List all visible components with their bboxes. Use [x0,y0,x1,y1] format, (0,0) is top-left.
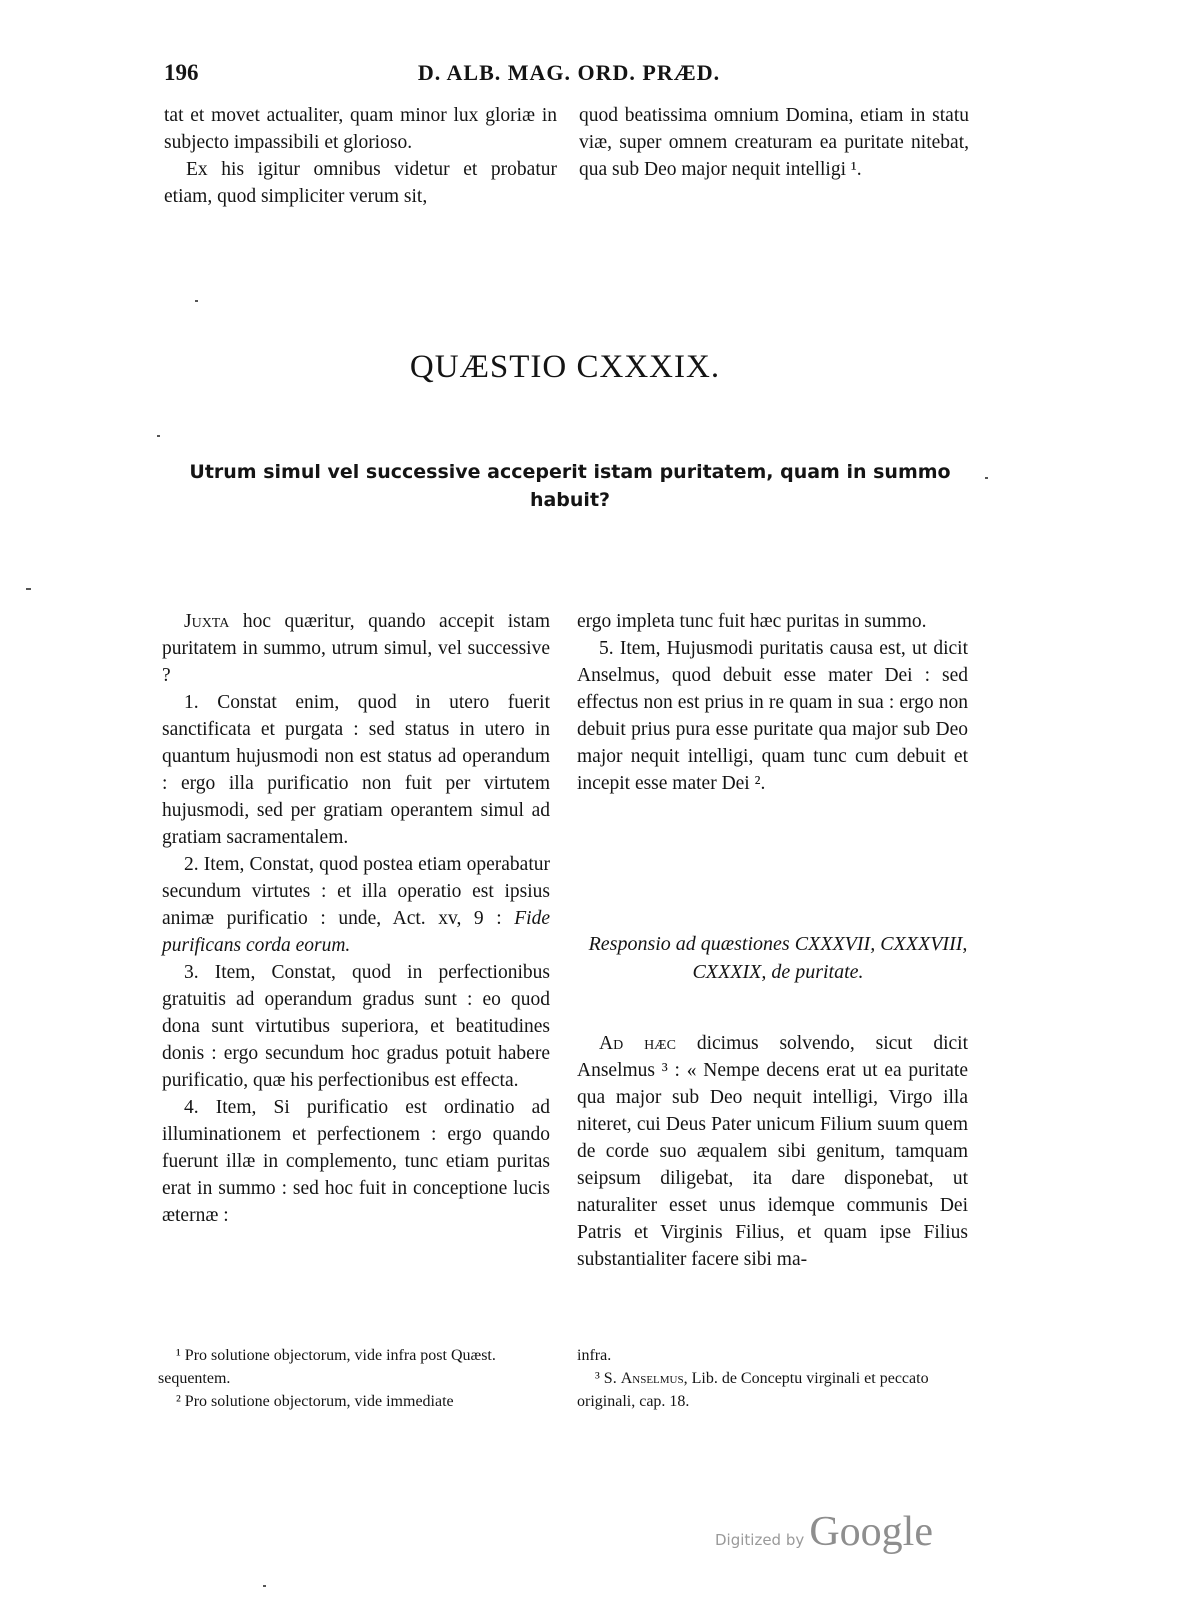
scan-speck [157,435,160,437]
scripture-quote: Fide purificans corda eorum. [162,908,550,956]
argument-1: 1. Constat enim, quod in utero fuerit sanctificata et purgata : sed status in utero in quantum hujusmodi non est status ad operandum : ergo illa purificatio non fuit per virtutem hujusmodi, sed per gratiam operantem simul ad gratiam sacramentalem. [162,692,550,848]
response-column [577,1030,968,1273]
response-text: dicimus solvendo, sicut dicit Anselmus ³ : « Nempe decens erat ut ea puritate qua major sub Deo nequit intelligi, Virgo illa niteret, cui Deus Pater unicum Filium suum quem de corde suo æqualem sibi genitum, tamquam seipsum diligebat, ita dare disponebat, ut naturaliter esset unus idemque communis Dei Patris et Virginis Filius, et quam ipse Filius substantialiter facere sibi ma- [577,1033,968,1270]
footnote-2-continuation: infra. [577,1347,612,1364]
response-lead-word: Ad hæc [599,1033,676,1054]
intro-lead-word: Juxta [184,611,230,632]
scan-speck [263,1585,266,1587]
response-heading: Responsio ad quæstiones CXXXVII, CXXXVIII, CXXXIX, de puritate. [588,933,968,983]
footnotes-left [158,1344,550,1413]
question-title: QUÆSTIO CXXXIX. [409,349,721,385]
argument-3: 3. Item, Constat, quod in perfectionibus gratuitis ad operandum gradus sunt : eo quod dona sunt virtutibus superiora, et beatitudines donis : ergo secundum hoc gradus potuit habere purificatio, quæ his perfectionibus est effecta. [162,962,550,1091]
digitized-watermark [715,1508,933,1556]
footnote-3-number: ³ S. [595,1370,621,1387]
page-number: 196 [164,60,199,85]
argument-5: 5. Item, Hujusmodi puritatis causa est, ut dicit Anselmus, quod debuit esse mater Dei : sed effectus non est prius in re quam in sua : ergo non debuit prius pura esse puritate qua major sub Deo major nequit intelligi, quam tunc cum debuit et incepit esse mater Dei ². [577,638,968,794]
top-left-paragraph: tat et movet actualiter, quam minor lux gloriæ in subjecto impassibili et glorioso. [164,105,557,153]
top-left-paragraph: Ex his igitur omnibus videtur et probatur etiam, quod simpliciter verum sit, [164,159,557,207]
top-right-column [579,102,969,183]
google-logo: Google [809,1509,933,1555]
footnote-3 [577,1367,969,1413]
intro-text: hoc quæritur, quando accepit istam puritatem in summo, utrum simul, vel successive ? [162,611,550,686]
top-right-paragraph: quod beatissima omnium Domina, etiam in statu viæ, super omnem creaturam ea puritate nitebat, qua sub Deo major nequit intelligi ¹. [579,105,969,180]
top-left-column [164,102,557,210]
footnote-3-text: , Lib. de Conceptu virginali et peccato originali, cap. 18. [577,1370,929,1410]
scan-speck [26,588,31,590]
footnote-2: ² Pro solutione objectorum, vide immediate [176,1393,454,1410]
footnote-3-author: Anselmus [620,1370,684,1387]
digitized-by-label: Digitized by [715,1531,805,1549]
argument-2 [162,851,550,959]
argument-2-text: 2. Item, Constat, quod postea etiam operabatur secundum virtutes : et illa operatio est ipsius animæ purificatio : unde, Act. xv, 9 : [162,854,550,929]
response-paragraph [577,1030,968,1273]
running-title: D. ALB. MAG. ORD. PRÆD. [417,60,721,85]
scan-speck [195,300,198,302]
argument-4-continuation: ergo impleta tunc fuit hæc puritas in summo. [577,611,927,632]
question-subtitle: Utrum simul vel successive acceperit istam puritatem, quam in summo habuit? [189,461,951,511]
argument-4: 4. Item, Si purificatio est ordinatio ad illuminationem et perfectionem : ergo quando fuerunt illæ in complemento, tunc etiam puritas erat in summo : sed hoc fuit in conceptione lucis æternæ : [162,1097,550,1226]
running-head [164,54,974,94]
footnote-1: ¹ Pro solutione objectorum, vide infra post Quæst. sequentem. [158,1347,496,1387]
left-main-column [162,608,550,1229]
scan-speck [985,477,988,479]
right-main-column [577,608,968,797]
footnotes-right [577,1344,969,1413]
intro-paragraph [162,608,550,689]
